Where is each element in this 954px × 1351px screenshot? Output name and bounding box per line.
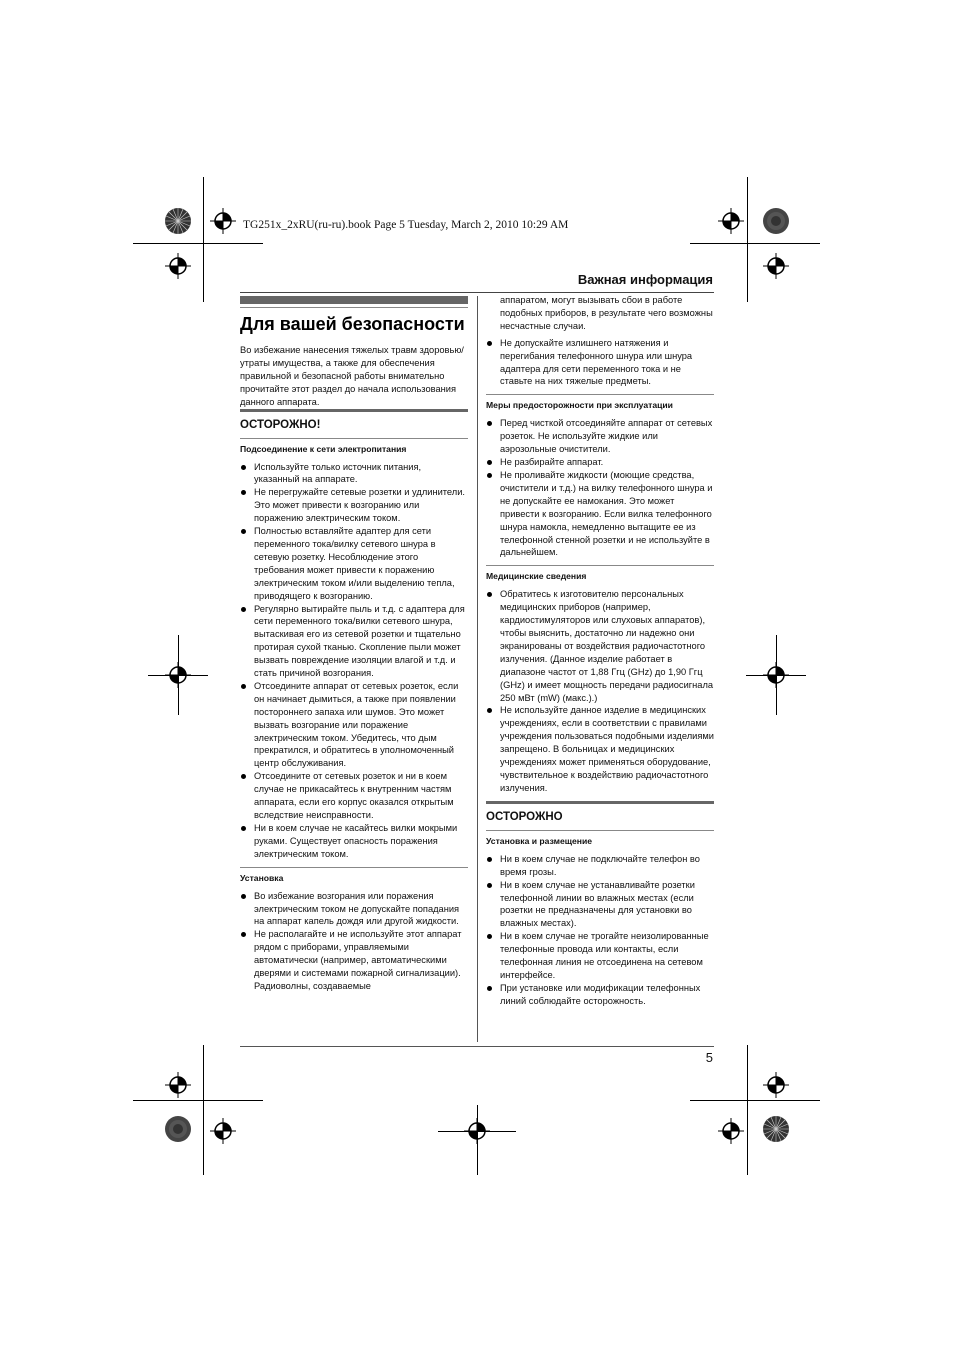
- list-item: Не перегружайте сетевые розетки и удлинители. Это может привести к возгоранию или поражению электрическим током.: [240, 486, 468, 525]
- bullet-list: [486, 588, 714, 795]
- subsection-rule: [486, 830, 714, 831]
- registration-crosshair-icon: [718, 1118, 744, 1144]
- list-item: Не используйте данное изделие в медицинских учреждениях, если в соответствии с правилами учреждения пользоваться подобными изделиями запрещено. В больницах и медицинских учреждениях может применяться оборудование, чувствительное к воздействию радиочастотного излучения.: [486, 704, 714, 794]
- registration-rosette-icon: [164, 1115, 192, 1143]
- section-rule: [240, 409, 468, 412]
- print-slug: TG251x_2xRU(ru-ru).book Page 5 Tuesday, March 2, 2010 10:29 AM: [243, 219, 569, 231]
- list-item: Ни в коем случае не трогайте неизолированные телефонные провода или контакты, если телефонная линия не отсоединена на сетевом интерфейсе.: [486, 930, 714, 982]
- page-title: Для вашей безопасности: [240, 314, 465, 334]
- subsection-heading: Установка и размещение: [486, 835, 593, 846]
- list-item: Отсоедините аппарат от сетевых розеток, если он начинает дымиться, а также при появлении постороннего запаха или шумов. Это может вызвать возгорание или поражение электрическим током. Убедитесь, что дым прекратился, и обратитесь в уполномоченный центр обслуживания.: [240, 680, 468, 770]
- list-item: Не допускайте излишнего натяжения и перегибания телефонного шнура или шнура адаптера для сети переменного тока и не ставьте на них тяжелые предметы.: [486, 337, 714, 389]
- list-item-continuation: аппаратом, могут вызывать сбои в работе подобных приборов, в результате чего возможны несчастные случаи.: [500, 295, 713, 331]
- footer-rule: [240, 1046, 714, 1047]
- registration-crosshair-icon: [165, 253, 191, 279]
- section-heading-warning: ОСТОРОЖНО!: [240, 418, 321, 431]
- bullet-list: [240, 461, 468, 861]
- list-item: Ни в коем случае не подключайте телефон во время грозы.: [486, 853, 714, 879]
- list-item: При установке или модификации телефонных линий соблюдайте осторожность.: [486, 982, 714, 1008]
- subsection-heading: Меры предосторожности при эксплуатации: [486, 400, 673, 411]
- intro-paragraph: Во избежание нанесения тяжелых травм здоровью/утраты имущества, а также для обеспечения правильной и безопасной работы внимательно прочитайте этот раздел до начала использования данного аппарата.: [240, 345, 464, 407]
- registration-crosshair-icon: [165, 662, 191, 688]
- bullet-list: [486, 337, 714, 389]
- subsection-rule: [240, 438, 468, 439]
- header-rule: [240, 292, 714, 293]
- registration-crosshair-icon: [763, 1072, 789, 1098]
- subsection-heading: Подсоединение к сети электропитания: [240, 443, 407, 454]
- list-item: Полностью вставляйте адаптер для сети переменного тока/вилку сетевого шнура в сетевую розетку. Несоблюдение этого требования может привести к поражению электрическим током и/или выделению тепла, приводящего к возгоранию.: [240, 525, 468, 602]
- subsection-heading: Медицинские сведения: [486, 571, 587, 582]
- registration-rosette-icon: [164, 207, 192, 235]
- registration-crosshair-icon: [763, 253, 789, 279]
- list-item: Регулярно вытирайте пыль и т.д. с адаптера для сети переменного тока/вилки сетевого шнура, вытаскивая его из сетевой розетки и тщательно протирая сухой тканью. Скопление пыли может вызвать повреждение изоляции влагой и т.д. и стать причиной возгорания.: [240, 603, 468, 680]
- list-item: Ни в коем случае не касайтесь вилки мокрыми руками. Существует опасность поражения электрическим током.: [240, 822, 468, 861]
- list-item: Отсоедините от сетевых розеток и ни в коем случае не прикасайтесь к внутренним частям аппарата, если его корпус оказался открытым вследствие неисправности.: [240, 770, 468, 822]
- list-item: Перед чисткой отсоединяйте аппарат от сетевых розеток. Не используйте жидкие или аэрозольные очистители.: [486, 417, 714, 456]
- list-item: Не проливайте жидкости (моющие средства, очистители и т.д.) на вилку телефонного шнура и не допускайте ее намокания. Это может привести к возгоранию. Если вилка телефонного шнура намокла, немедленно вытащите ее из телефонной стенной розетки и не используйте в дальнейшем.: [486, 469, 714, 559]
- column-divider: [477, 296, 478, 1042]
- left-column: [240, 296, 468, 997]
- subsection-rule: [240, 867, 468, 868]
- title-bar: [240, 296, 468, 304]
- registration-crosshair-icon: [763, 662, 789, 688]
- bullet-list: [486, 294, 714, 333]
- registration-rosette-icon: [762, 207, 790, 235]
- subsection-rule: [486, 394, 714, 395]
- bullet-list: [486, 417, 714, 559]
- page-number: 5: [705, 1050, 713, 1065]
- right-column: [486, 294, 714, 1012]
- list-item: Используйте только источник питания, указанный на аппарате.: [240, 461, 468, 487]
- registration-crosshair-icon: [210, 1118, 236, 1144]
- running-head: Важная информация: [577, 272, 713, 287]
- subsection-heading: Установка: [240, 872, 284, 883]
- list-item: Во избежание возгорания или поражения электрическим током не допускайте попадания на аппарат капель дождя или другой жидкости.: [240, 890, 468, 929]
- subsection-rule: [486, 565, 714, 566]
- list-item: Обратитесь к изготовителю персональных медицинских приборов (например, кардиостимуляторов или слуховых аппаратов), чтобы выяснить, достаточно ли надежно они экранированы от воздействия радиочастотного излучения. (Данное изделие работает в диапазоне частот от 1,88 Ггц (GHz) до 1,90 Ггц (GHz) и имеет мощность передачи радиосигнала 250 мВт (mW) (макс.).): [486, 588, 714, 704]
- list-item: Не располагайте и не используйте этот аппарат рядом с приборами, управляемыми автоматически (например, автоматическими дверями и системами пожарной сигнализации). Радиоволны, создаваемые: [240, 928, 468, 993]
- section-rule: [486, 801, 714, 804]
- section-heading-caution: ОСТОРОЖНО: [486, 810, 563, 823]
- title-rule: [240, 307, 468, 308]
- registration-rosette-icon: [762, 1115, 790, 1143]
- list-item: Ни в коем случае не устанавливайте розетки телефонной линии во влажных местах (если розетки не предназначены для установки во влажных местах).: [486, 879, 714, 931]
- registration-crosshair-icon: [718, 208, 744, 234]
- bullet-list: [240, 890, 468, 993]
- registration-crosshair-icon: [165, 1072, 191, 1098]
- list-item: Не разбирайте аппарат.: [486, 456, 714, 469]
- registration-crosshair-icon: [210, 208, 236, 234]
- bullet-list: [486, 853, 714, 1008]
